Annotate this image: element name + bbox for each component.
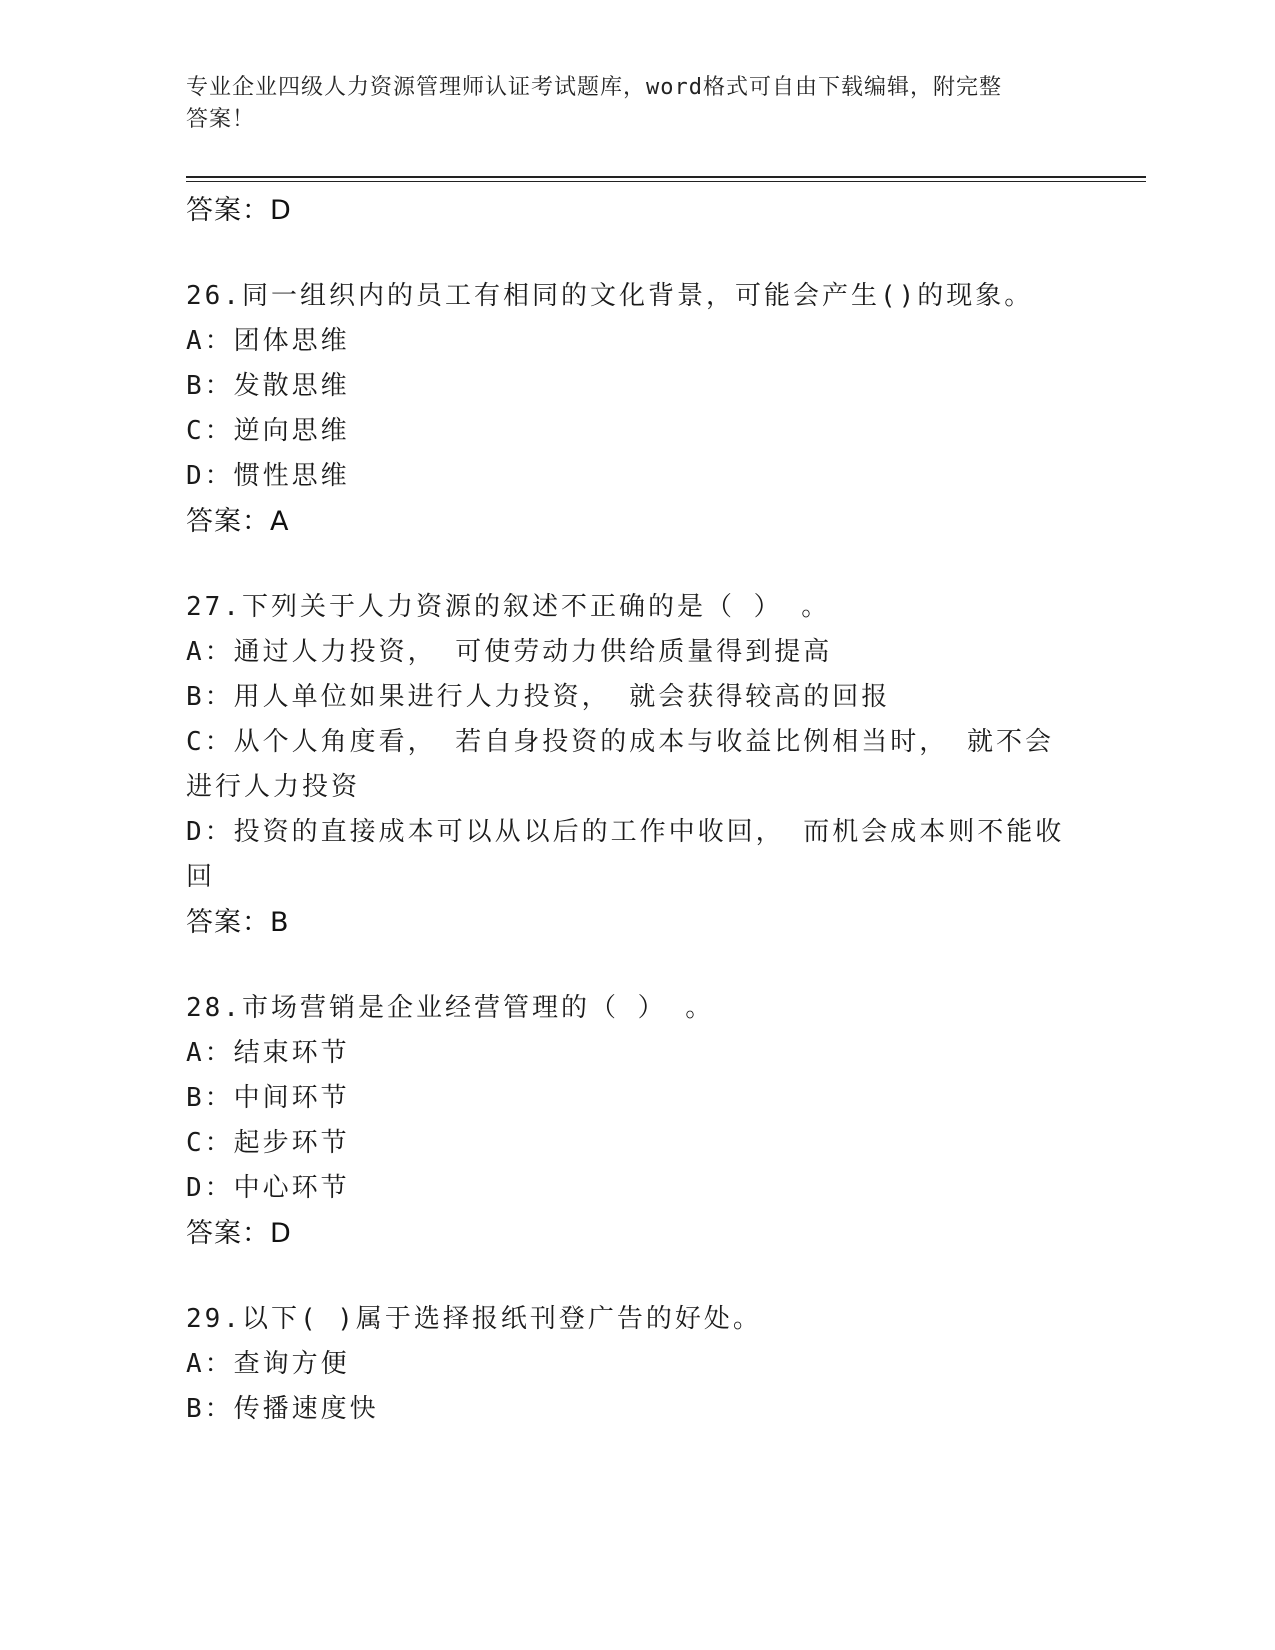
- option-b: B：用人单位如果进行人力投资， 就会获得较高的回报: [186, 682, 891, 712]
- answer-26: 答案：A: [186, 506, 290, 537]
- question-stem: 28.市场营销是企业经营管理的（ ） 。: [186, 993, 715, 1023]
- question-stem: 29.以下( )属于选择报纸刊登广告的好处。: [186, 1304, 762, 1334]
- option-a: A：查询方便: [186, 1349, 350, 1379]
- question-stem: 26.同一组织内的员工有相同的文化背景，可能会产生()的现象。: [186, 281, 1034, 311]
- question-list: [186, 188, 1086, 1432]
- answer-27: 答案：B: [186, 907, 290, 938]
- option-b: B：传播速度快: [186, 1394, 379, 1424]
- document-header: [186, 72, 1086, 136]
- option-c: C：起步环节: [186, 1128, 350, 1158]
- header-divider-thin: [186, 181, 1146, 182]
- question-26: [186, 274, 1086, 545]
- option-b: B：发散思维: [186, 371, 350, 401]
- header-line-2: 答案！: [186, 107, 256, 132]
- option-a: A：通过人力投资， 可使劳动力供给质量得到提高: [186, 637, 833, 667]
- option-c: C：从个人角度看， 若自身投资的成本与收益比例相当时， 就不会进行人力投资: [186, 727, 1054, 802]
- option-d: D：中心环节: [186, 1173, 350, 1203]
- option-a: A：团体思维: [186, 326, 350, 356]
- question-stem: 27.下列关于人力资源的叙述不正确的是（ ） 。: [186, 592, 831, 622]
- header-line-1: 专业企业四级人力资源管理师认证考试题库，word格式可自由下载编辑，附完整: [186, 75, 1002, 100]
- question-28: [186, 986, 1086, 1257]
- header-divider-thick: [186, 176, 1146, 178]
- question-29: [186, 1297, 1086, 1432]
- option-c: C：逆向思维: [186, 416, 350, 446]
- option-d: D：惯性思维: [186, 461, 350, 491]
- answer-28: 答案：D: [186, 1218, 292, 1249]
- option-d: D：投资的直接成本可以从以后的工作中收回， 而机会成本则不能收回: [186, 817, 1065, 892]
- question-27: [186, 585, 1086, 946]
- option-b: B：中间环节: [186, 1083, 350, 1113]
- option-a: A：结束环节: [186, 1038, 350, 1068]
- answer-25: 答案：D: [186, 195, 292, 226]
